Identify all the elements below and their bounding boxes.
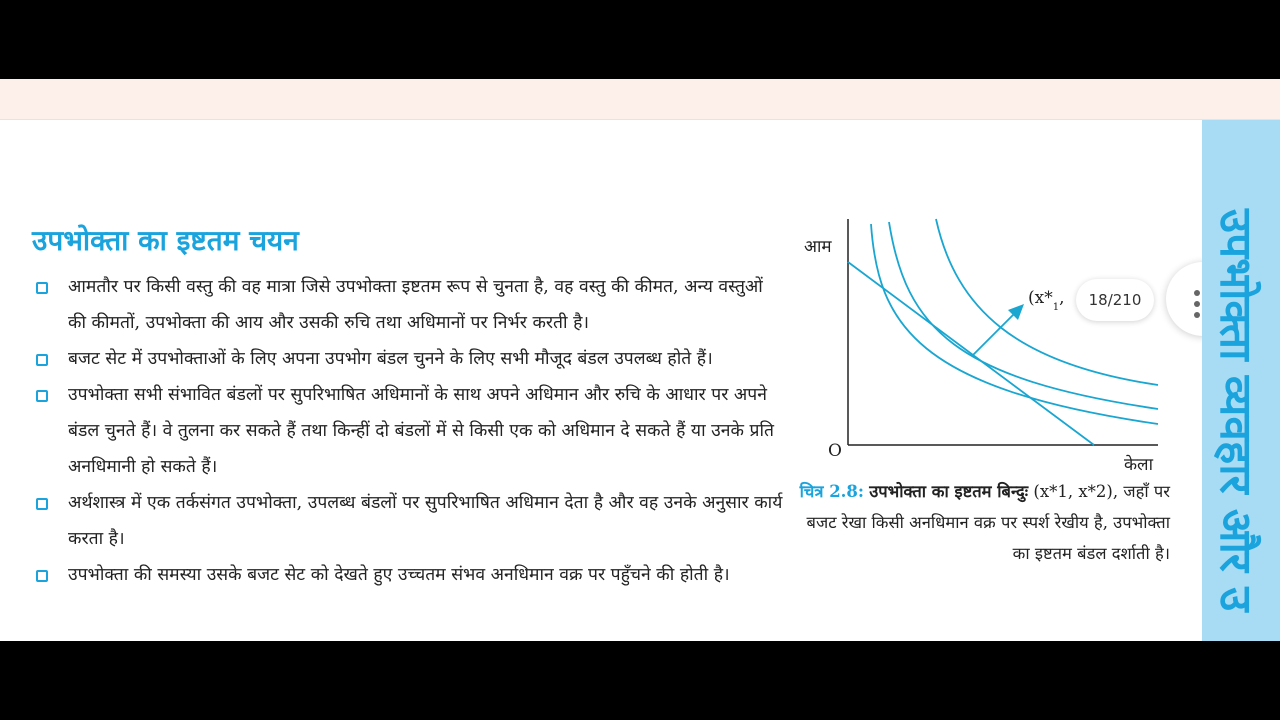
page-indicator: 18/210 <box>1076 279 1154 321</box>
bullet-text: आमतौर पर किसी वस्तु की वह मात्रा जिसे उपभोक्ता इष्टतम रूप से चुनता है, वह वस्तु की कीमत, अन्य वस्तुओं की कीमतों, उपभोक्ता की आय और उसकी रुचि तथा अधिमानों पर निर्भर करती है। <box>68 277 763 333</box>
figure-caption <box>798 476 1170 569</box>
bullet-text: बजट सेट में उपभोक्ताओं के लिए अपना उपभोग बंडल चुनने के लिए सभी मौजूद बंडल उपलब्ध होते हैं। <box>68 349 713 369</box>
top-band <box>0 79 1280 120</box>
bullet-text: उपभोक्ता सभी संभावित बंडलों पर सुपरिभाषित अधिमानों के साथ अपने अधिमान और रुचि के आधार पर अपने बंडल चुनते हैं। वे तुलना कर सकते हैं तथा किन्हीं दो बंडलों में से किसी एक को अधिमान दे सकते हैं या उनके प्रति अनधिमानी हो सकते हैं। <box>68 385 774 477</box>
list-item <box>36 557 784 593</box>
point-label-comma: , <box>1059 288 1065 308</box>
square-bullet-icon <box>36 354 48 366</box>
list-item <box>36 341 784 377</box>
arrow-shaft <box>972 310 1018 356</box>
section-heading: उपभोक्ता का इष्टतम चयन <box>32 224 299 257</box>
origin-label: O <box>828 441 842 461</box>
indifference-curve-1 <box>871 224 1158 424</box>
list-item <box>36 485 784 557</box>
point-label-main: (x* <box>1028 288 1053 308</box>
indifference-curve-figure <box>796 214 1166 476</box>
square-bullet-icon <box>36 282 48 294</box>
side-title: उपभोक्ता व्यवहार और उ <box>1210 209 1261 612</box>
square-bullet-icon <box>36 498 48 510</box>
bullet-text: उपभोक्ता की समस्या उसके बजट सेट को देखते हुए उच्चतम संभव अनधिमान वक्र पर पहुँचने की होती है। <box>68 565 730 585</box>
optimum-point-label <box>1028 288 1065 313</box>
caption-title: उपभोक्ता का इष्टतम बिन्दुः <box>869 482 1029 501</box>
list-item <box>36 269 784 341</box>
point-label-sub: 1 <box>1052 302 1060 313</box>
document-page <box>0 79 1280 641</box>
list-item <box>36 377 784 485</box>
square-bullet-icon <box>36 570 48 582</box>
bullet-text: अर्थशास्त्र में एक तर्कसंगत उपभोक्ता, उपलब्ध बंडलों पर सुपरिभाषित अधिमान देता है और वह उनके अनुसार कार्य करता है। <box>68 493 783 549</box>
caption-text: (x*1, x*2), जहाँ पर बजट रेखा किसी अनधिमान वक्र पर स्पर्श रेखीय है, उपभोक्ता का इष्टतम बंडल दर्शाती है। <box>806 482 1170 563</box>
bullet-list <box>36 269 784 593</box>
y-axis-label: आम <box>804 237 832 257</box>
caption-figure-number: चित्र 2.8: <box>799 482 864 501</box>
letterbox-top <box>0 0 1280 79</box>
budget-line <box>848 262 1094 445</box>
square-bullet-icon <box>36 390 48 402</box>
letterbox-bottom <box>0 641 1280 720</box>
x-axis-label: केला <box>1124 455 1153 475</box>
